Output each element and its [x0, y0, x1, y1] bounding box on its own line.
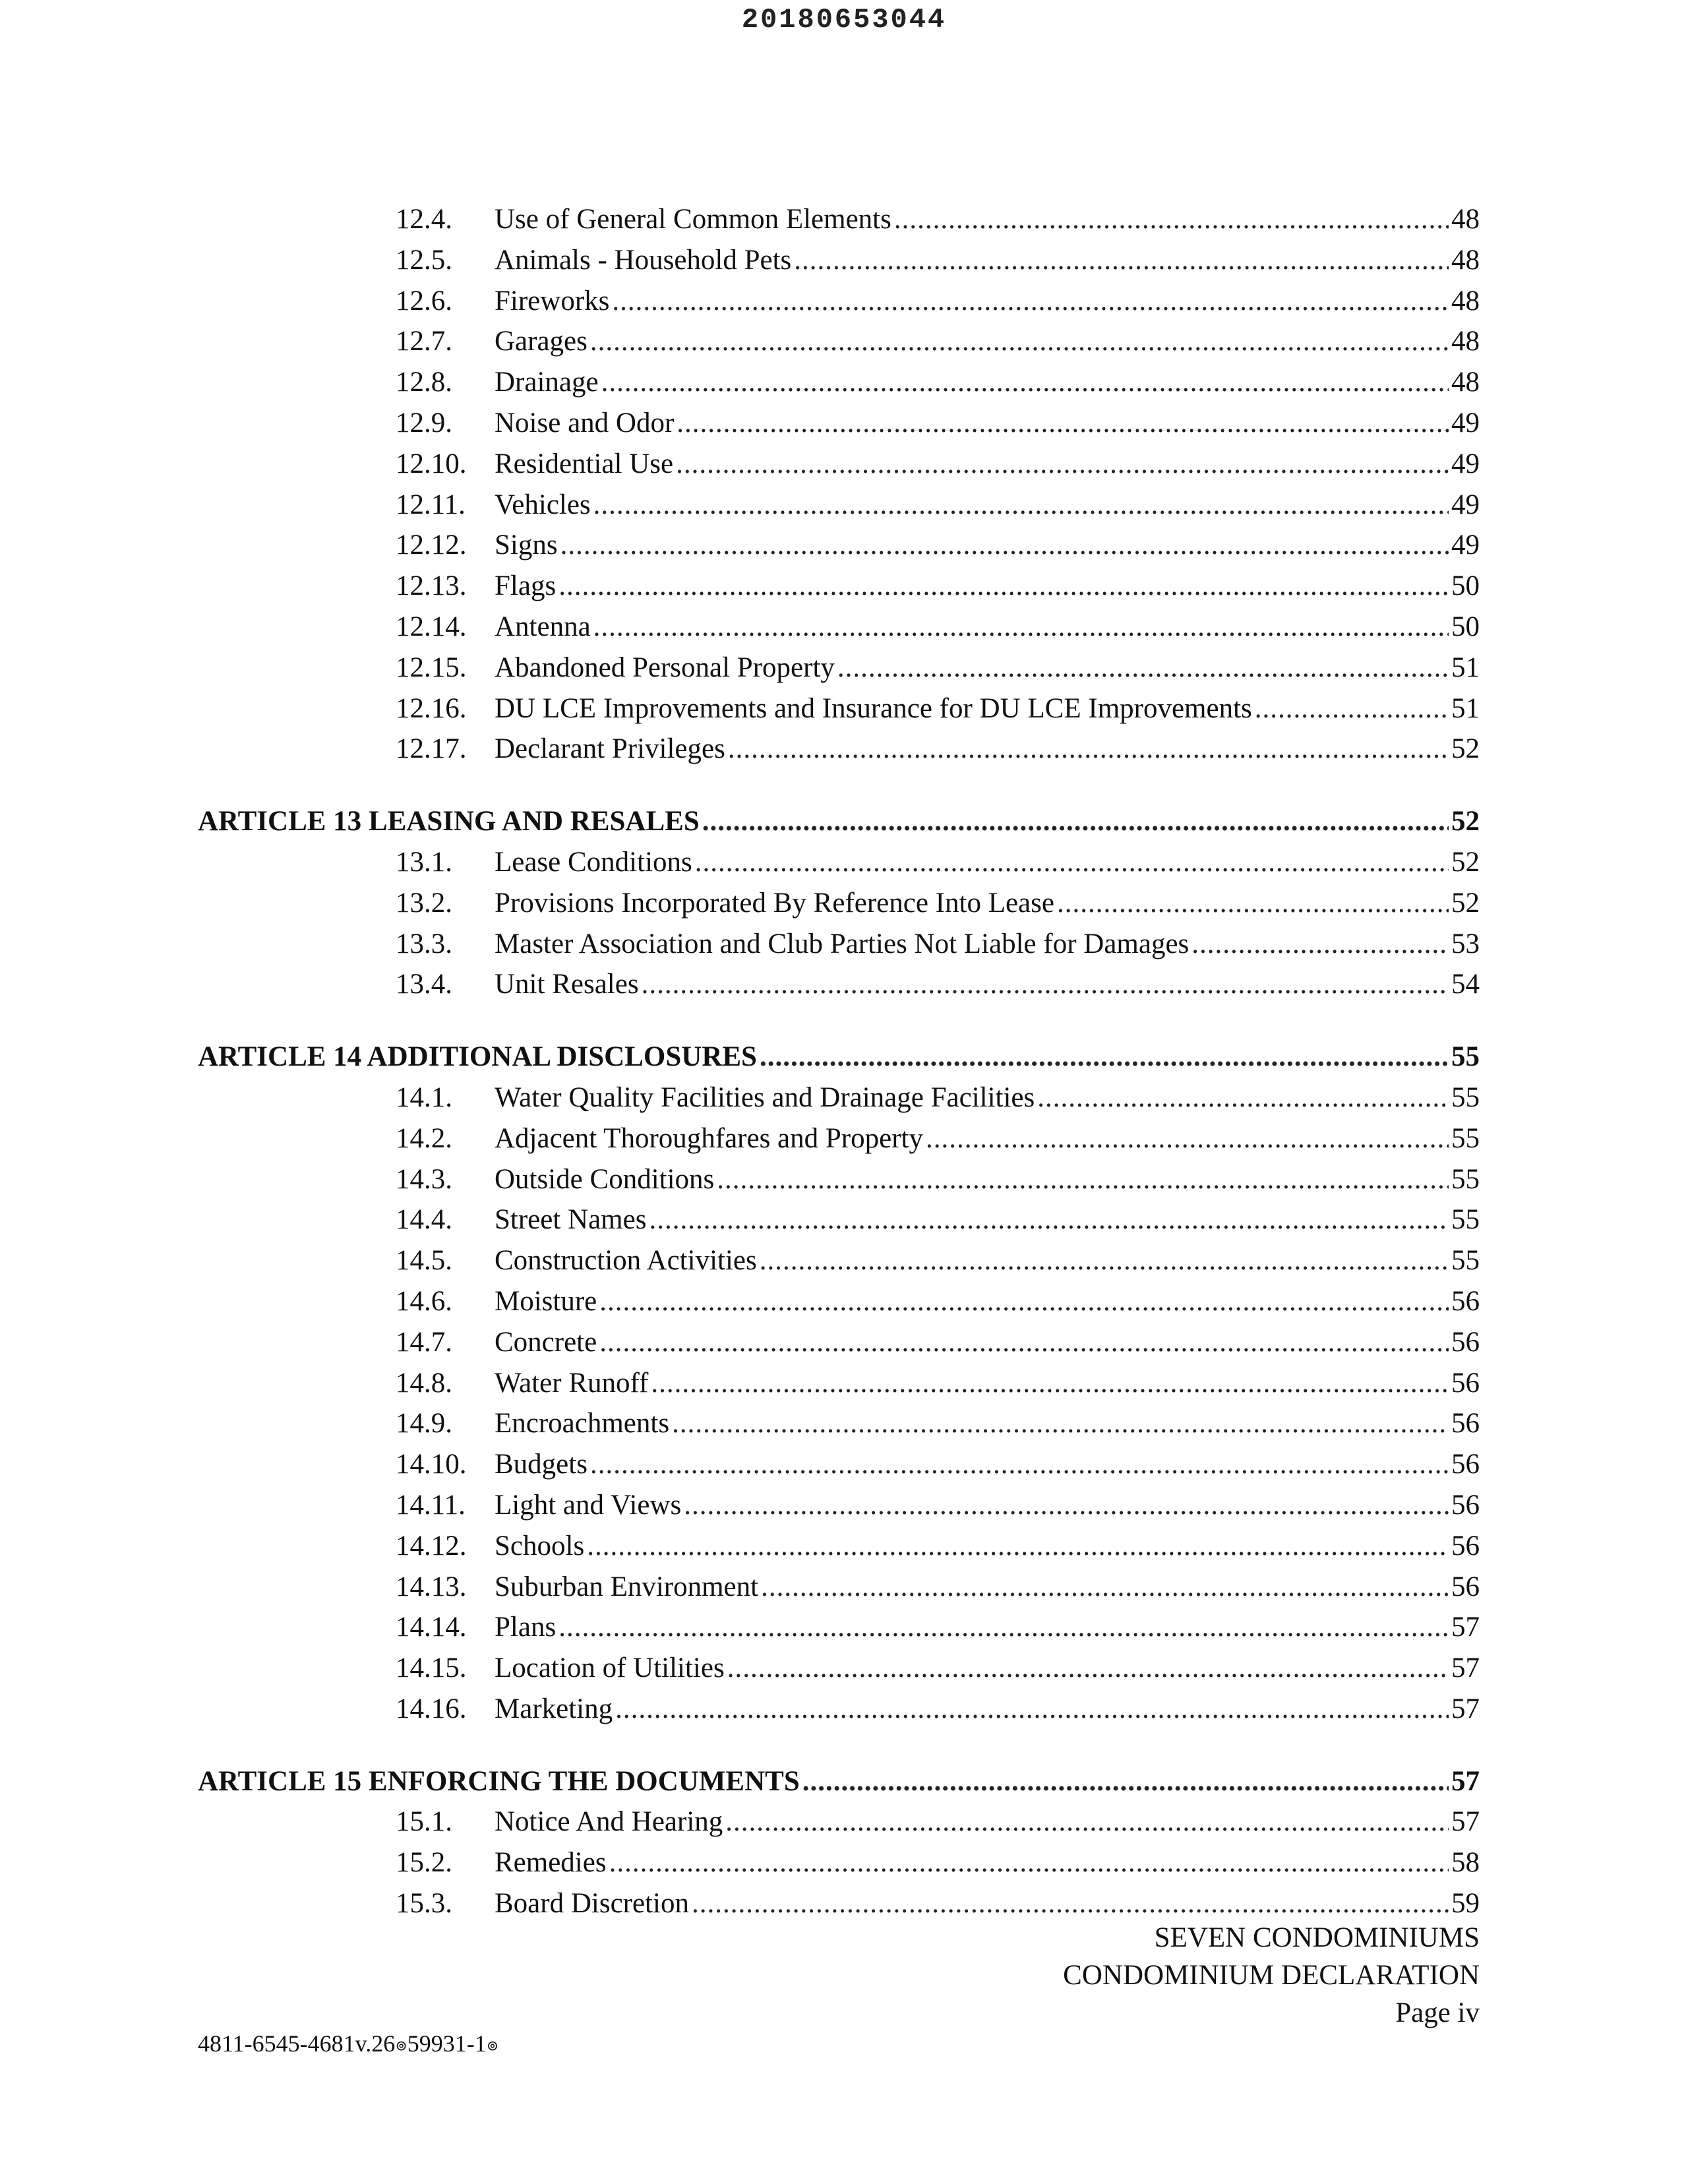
section-title: Noise and Odor — [495, 407, 675, 439]
section-title: Drainage — [495, 367, 599, 398]
section-title: Encroachments — [495, 1408, 670, 1440]
section-title: Water Runoff — [495, 1367, 649, 1399]
dot-leader — [728, 729, 1449, 770]
dot-leader — [717, 1159, 1449, 1200]
article-page: 55 — [1451, 1041, 1480, 1073]
section-title: Construction Activities — [495, 1245, 757, 1277]
article-page: 57 — [1451, 1765, 1480, 1797]
dot-leader — [1037, 1077, 1449, 1118]
page-number: 56 — [1451, 1571, 1480, 1602]
section-number: 14.12. — [396, 1530, 467, 1562]
section-title: Moisture — [495, 1285, 597, 1317]
section-title: Abandoned Personal Property — [495, 652, 835, 683]
dot-leader — [760, 1037, 1449, 1077]
toc-entry — [198, 444, 1480, 485]
dot-leader — [837, 648, 1449, 688]
page-number: 50 — [1451, 611, 1480, 642]
dot-leader — [794, 240, 1449, 281]
section-number: 13.1. — [396, 846, 452, 878]
toc-group-12 — [198, 199, 1480, 770]
dot-leader — [702, 801, 1449, 842]
section-number: 15.1. — [396, 1806, 452, 1838]
section-number: 12.9. — [396, 407, 452, 439]
toc-entry — [198, 1363, 1480, 1404]
toc-entry — [198, 1648, 1480, 1689]
page-number: 56 — [1451, 1326, 1480, 1358]
toc-group-15 — [198, 1802, 1480, 1924]
section-number: 12.11. — [396, 489, 466, 520]
section-title: Plans — [495, 1612, 557, 1643]
toc-entry — [198, 485, 1480, 526]
toc-entry — [198, 1842, 1480, 1883]
dot-leader — [601, 362, 1449, 403]
section-title: Animals - Household Pets — [495, 244, 792, 276]
footer-project-name: SEVEN CONDOMINIUMS — [1154, 1922, 1480, 1953]
dot-leader — [677, 403, 1449, 444]
page-number: 55 — [1451, 1163, 1480, 1195]
article-title: ARTICLE 13 LEASING AND RESALES — [198, 806, 700, 837]
section-number: 12.8. — [396, 367, 452, 398]
section-number: 14.14. — [396, 1612, 467, 1643]
section-number: 14.7. — [396, 1326, 452, 1358]
dot-leader — [590, 1444, 1449, 1485]
dot-leader — [926, 1118, 1449, 1159]
dot-leader — [1057, 883, 1449, 924]
section-title: Provisions Incorporated By Reference Into Lease — [495, 887, 1054, 919]
toc-entry — [198, 321, 1480, 362]
section-number: 12.6. — [396, 285, 452, 317]
page-number: 52 — [1451, 846, 1480, 878]
doc-id-text: 4811-6545-4681v.26 — [198, 2030, 396, 2057]
footer-document-name: CONDOMINIUM DECLARATION — [1063, 1960, 1480, 1991]
toc-entry — [198, 1802, 1480, 1842]
page-number: 48 — [1451, 244, 1480, 276]
toc-entry — [198, 1403, 1480, 1444]
toc-entry — [198, 281, 1480, 322]
page-number: 57 — [1451, 1693, 1480, 1724]
toc-entry — [198, 1159, 1480, 1200]
toc-entry — [198, 403, 1480, 444]
section-number: 12.7. — [396, 326, 452, 357]
section-number: 12.4. — [396, 204, 452, 235]
section-number: 14.15. — [396, 1653, 467, 1684]
dot-leader — [695, 842, 1449, 883]
section-number: 13.2. — [396, 887, 452, 919]
dot-leader — [560, 525, 1449, 566]
section-number: 13.4. — [396, 969, 452, 1000]
section-number: 14.2. — [396, 1122, 452, 1154]
dot-leader — [587, 1526, 1449, 1567]
toc-entry — [198, 240, 1480, 281]
page-number: 59 — [1451, 1888, 1480, 1920]
toc-entry — [198, 1118, 1480, 1159]
toc-entry — [198, 1607, 1480, 1648]
dot-leader — [558, 1607, 1449, 1648]
section-title: Street Names — [495, 1204, 647, 1236]
section-number: 14.8. — [396, 1367, 452, 1399]
dot-leader — [558, 566, 1449, 607]
section-title: Outside Conditions — [495, 1163, 715, 1195]
section-title: Remedies — [495, 1847, 607, 1879]
section-number: 15.2. — [396, 1847, 452, 1879]
page-number: 55 — [1451, 1204, 1480, 1236]
dot-leader — [725, 1802, 1449, 1842]
section-number: 12.14. — [396, 611, 467, 642]
toc-entry — [198, 1567, 1480, 1608]
toc-group-13 — [198, 842, 1480, 1005]
section-title: Schools — [495, 1530, 585, 1562]
section-title: Budgets — [495, 1449, 588, 1480]
page-number: 55 — [1451, 1122, 1480, 1154]
toc-entry — [198, 729, 1480, 770]
toc-entry — [198, 1240, 1480, 1281]
section-title: Marketing — [495, 1693, 613, 1724]
dot-leader — [684, 1485, 1449, 1526]
dot-leader — [651, 1363, 1449, 1404]
section-number: 14.5. — [396, 1245, 452, 1277]
toc-entry — [198, 1077, 1480, 1118]
section-title: Master Association and Club Parties Not Liable for Damages — [495, 928, 1190, 959]
dot-leader — [612, 281, 1449, 322]
section-title: Suburban Environment — [495, 1571, 759, 1602]
page-number: 48 — [1451, 204, 1480, 235]
section-number: 12.16. — [396, 692, 467, 724]
page-number: 56 — [1451, 1449, 1480, 1480]
dot-leader — [615, 1689, 1449, 1730]
page-number: 50 — [1451, 570, 1480, 602]
section-title: Flags — [495, 570, 557, 602]
article-title: ARTICLE 14 ADDITIONAL DISCLOSURES — [198, 1041, 757, 1073]
page-number: 52 — [1451, 733, 1480, 765]
toc-entry — [198, 883, 1480, 924]
page-number: 48 — [1451, 326, 1480, 357]
toc-entry — [198, 199, 1480, 240]
page-number: 49 — [1451, 530, 1480, 561]
toc-entry — [198, 924, 1480, 965]
section-title: DU LCE Improvements and Insurance for DU LCE Improvements — [495, 692, 1252, 724]
page-number: 53 — [1451, 928, 1480, 959]
dot-leader — [609, 1842, 1449, 1883]
dot-leader — [894, 199, 1449, 240]
page-number: 57 — [1451, 1653, 1480, 1684]
toc-entry — [198, 1322, 1480, 1363]
page-number: 51 — [1451, 692, 1480, 724]
toc-entry — [198, 1485, 1480, 1526]
page-number: 49 — [1451, 407, 1480, 439]
toc-entry — [198, 1526, 1480, 1567]
dot-leader — [599, 1281, 1449, 1322]
dot-leader — [802, 1761, 1449, 1802]
footer-title-block — [1063, 1919, 1480, 2032]
dot-leader — [593, 607, 1449, 648]
page-number: 58 — [1451, 1847, 1480, 1879]
section-number: 14.10. — [396, 1449, 467, 1480]
dot-leader — [599, 1322, 1449, 1363]
page-number: 56 — [1451, 1285, 1480, 1317]
section-number: 14.3. — [396, 1163, 452, 1195]
recording-number: 20180653044 — [741, 4, 947, 36]
page-number: 49 — [1451, 448, 1480, 479]
section-number: 13.3. — [396, 928, 452, 959]
toc-article-15 — [198, 1761, 1480, 1802]
toc-entry — [198, 607, 1480, 648]
page-number: 54 — [1451, 969, 1480, 1000]
section-title: Lease Conditions — [495, 846, 692, 878]
section-title: Location of Utilities — [495, 1653, 725, 1684]
toc-entry — [198, 1883, 1480, 1924]
dot-leader — [727, 1648, 1449, 1689]
toc-entry — [198, 525, 1480, 566]
page-number: 57 — [1451, 1806, 1480, 1838]
toc-article-13 — [198, 801, 1480, 842]
page-number: 55 — [1451, 1081, 1480, 1113]
page-number: 52 — [1451, 887, 1480, 919]
section-number: 12.15. — [396, 652, 467, 683]
table-of-contents — [198, 199, 1480, 1924]
toc-entry — [198, 1444, 1480, 1485]
toc-entry — [198, 842, 1480, 883]
dot-leader — [676, 444, 1449, 485]
page-number: 57 — [1451, 1612, 1480, 1643]
section-number: 12.17. — [396, 733, 467, 765]
toc-entry — [198, 964, 1480, 1005]
page-number: 56 — [1451, 1489, 1480, 1521]
section-number: 12.10. — [396, 448, 467, 479]
dot-leader — [760, 1240, 1449, 1281]
section-title: Water Quality Facilities and Drainage Facilities — [495, 1081, 1035, 1113]
toc-entry — [198, 1689, 1480, 1730]
toc-group-14 — [198, 1077, 1480, 1730]
section-title: Adjacent Thoroughfares and Property — [495, 1122, 923, 1154]
page-number: 56 — [1451, 1530, 1480, 1562]
dot-leader — [692, 1883, 1449, 1924]
toc-entry — [198, 1281, 1480, 1322]
section-title: Fireworks — [495, 285, 610, 317]
toc-entry — [198, 648, 1480, 688]
section-number: 14.6. — [396, 1285, 452, 1317]
matter-number: 59931-1 — [407, 2030, 487, 2057]
page-number: 56 — [1451, 1408, 1480, 1440]
section-title: Notice And Hearing — [495, 1806, 723, 1838]
document-id — [198, 2030, 498, 2057]
section-title: Light and Views — [495, 1489, 682, 1521]
section-number: 14.9. — [396, 1408, 452, 1440]
section-number: 12.13. — [396, 570, 467, 602]
section-title: Signs — [495, 530, 558, 561]
section-number: 15.3. — [396, 1888, 452, 1920]
article-title: ARTICLE 15 ENFORCING THE DOCUMENTS — [198, 1765, 800, 1797]
dot-leader — [1191, 924, 1449, 965]
toc-entry — [198, 362, 1480, 403]
mark-icon: ⊚ — [486, 2037, 499, 2054]
footer-page-label: Page iv — [1395, 1997, 1480, 2028]
dot-leader — [590, 321, 1449, 362]
dot-leader — [649, 1199, 1449, 1240]
section-number: 14.13. — [396, 1571, 467, 1602]
section-number: 12.12. — [396, 530, 467, 561]
page-number: 49 — [1451, 489, 1480, 520]
section-number: 12.5. — [396, 244, 452, 276]
page-number: 55 — [1451, 1245, 1480, 1277]
dot-leader — [642, 964, 1449, 1005]
section-number: 14.16. — [396, 1693, 467, 1724]
toc-article-14 — [198, 1037, 1480, 1077]
section-title: Use of General Common Elements — [495, 204, 891, 235]
section-number: 14.11. — [396, 1489, 466, 1521]
mark-icon: ⊚ — [395, 2037, 407, 2054]
dot-leader — [672, 1403, 1449, 1444]
toc-entry — [198, 1199, 1480, 1240]
section-title: Antenna — [495, 611, 591, 642]
section-title: Residential Use — [495, 448, 674, 479]
section-title: Board Discretion — [495, 1888, 689, 1920]
page-number: 48 — [1451, 285, 1480, 317]
dot-leader — [593, 485, 1449, 526]
section-title: Declarant Privileges — [495, 733, 725, 765]
page-number: 51 — [1451, 652, 1480, 683]
section-number: 14.1. — [396, 1081, 452, 1113]
section-title: Concrete — [495, 1326, 597, 1358]
toc-entry — [198, 566, 1480, 607]
page-number: 48 — [1451, 367, 1480, 398]
section-title: Unit Resales — [495, 969, 639, 1000]
toc-entry — [198, 688, 1480, 729]
section-title: Vehicles — [495, 489, 591, 520]
dot-leader — [761, 1567, 1449, 1608]
dot-leader — [1255, 688, 1449, 729]
article-page: 52 — [1451, 806, 1480, 837]
page-number: 56 — [1451, 1367, 1480, 1399]
section-title: Garages — [495, 326, 588, 357]
section-number: 14.4. — [396, 1204, 452, 1236]
